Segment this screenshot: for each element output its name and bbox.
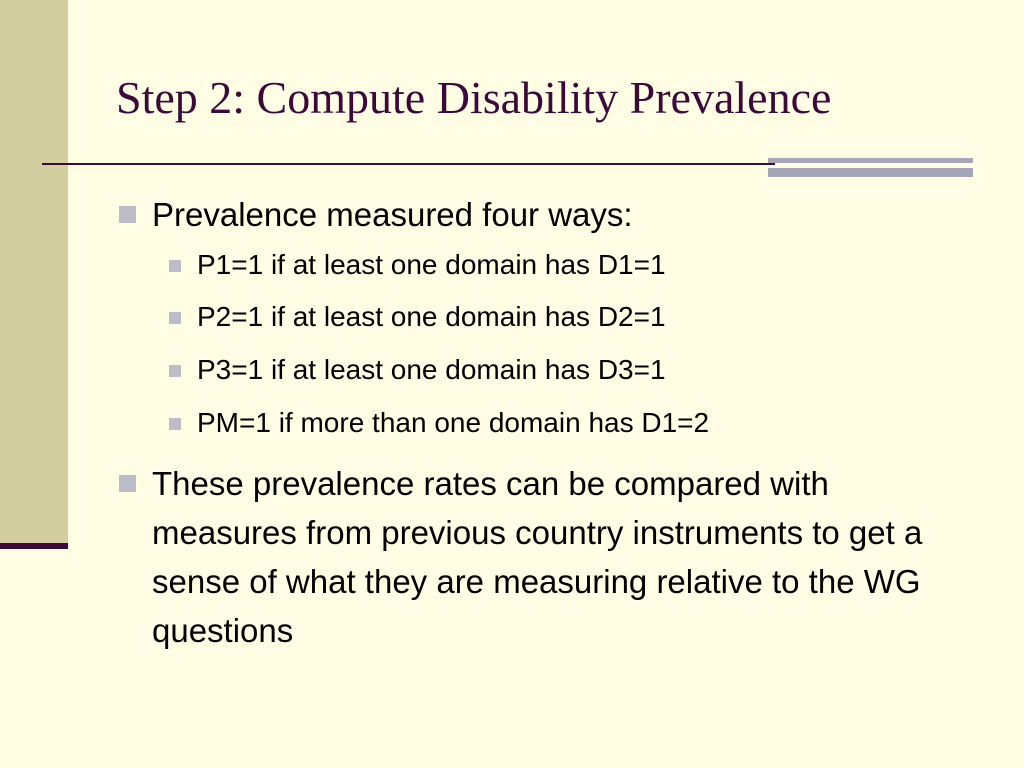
sub-bullet-text: P2=1 if at least one domain has D2=1: [197, 301, 666, 332]
square-bullet-icon: [169, 312, 181, 324]
square-bullet-icon: [119, 206, 136, 223]
slide-title: Step 2: Compute Disability Prevalence: [116, 72, 832, 123]
sub-bullet-item: [197, 245, 666, 285]
square-bullet-icon: [119, 475, 136, 492]
bullet-item: [152, 459, 942, 655]
sub-bullet-text: P1=1 if at least one domain has D1=1: [197, 249, 666, 280]
sub-bullet-item: [197, 403, 709, 443]
square-bullet-icon: [169, 365, 181, 377]
sub-bullet-text: PM=1 if more than one domain has D1=2: [197, 407, 710, 438]
bullet-text: These prevalence rates can be compared with measures from previous country instruments to get a sense of what they are measuring relative to the WG questions: [152, 465, 923, 649]
square-bullet-icon: [169, 260, 181, 272]
bullet-item: [152, 190, 633, 239]
sub-bullet-item: [197, 350, 666, 390]
sub-bullet-item: [197, 297, 666, 337]
sub-bullet-text: P3=1 if at least one domain has D3=1: [197, 354, 666, 385]
bullet-text: Prevalence measured four ways:: [152, 196, 633, 233]
square-bullet-icon: [169, 418, 181, 430]
